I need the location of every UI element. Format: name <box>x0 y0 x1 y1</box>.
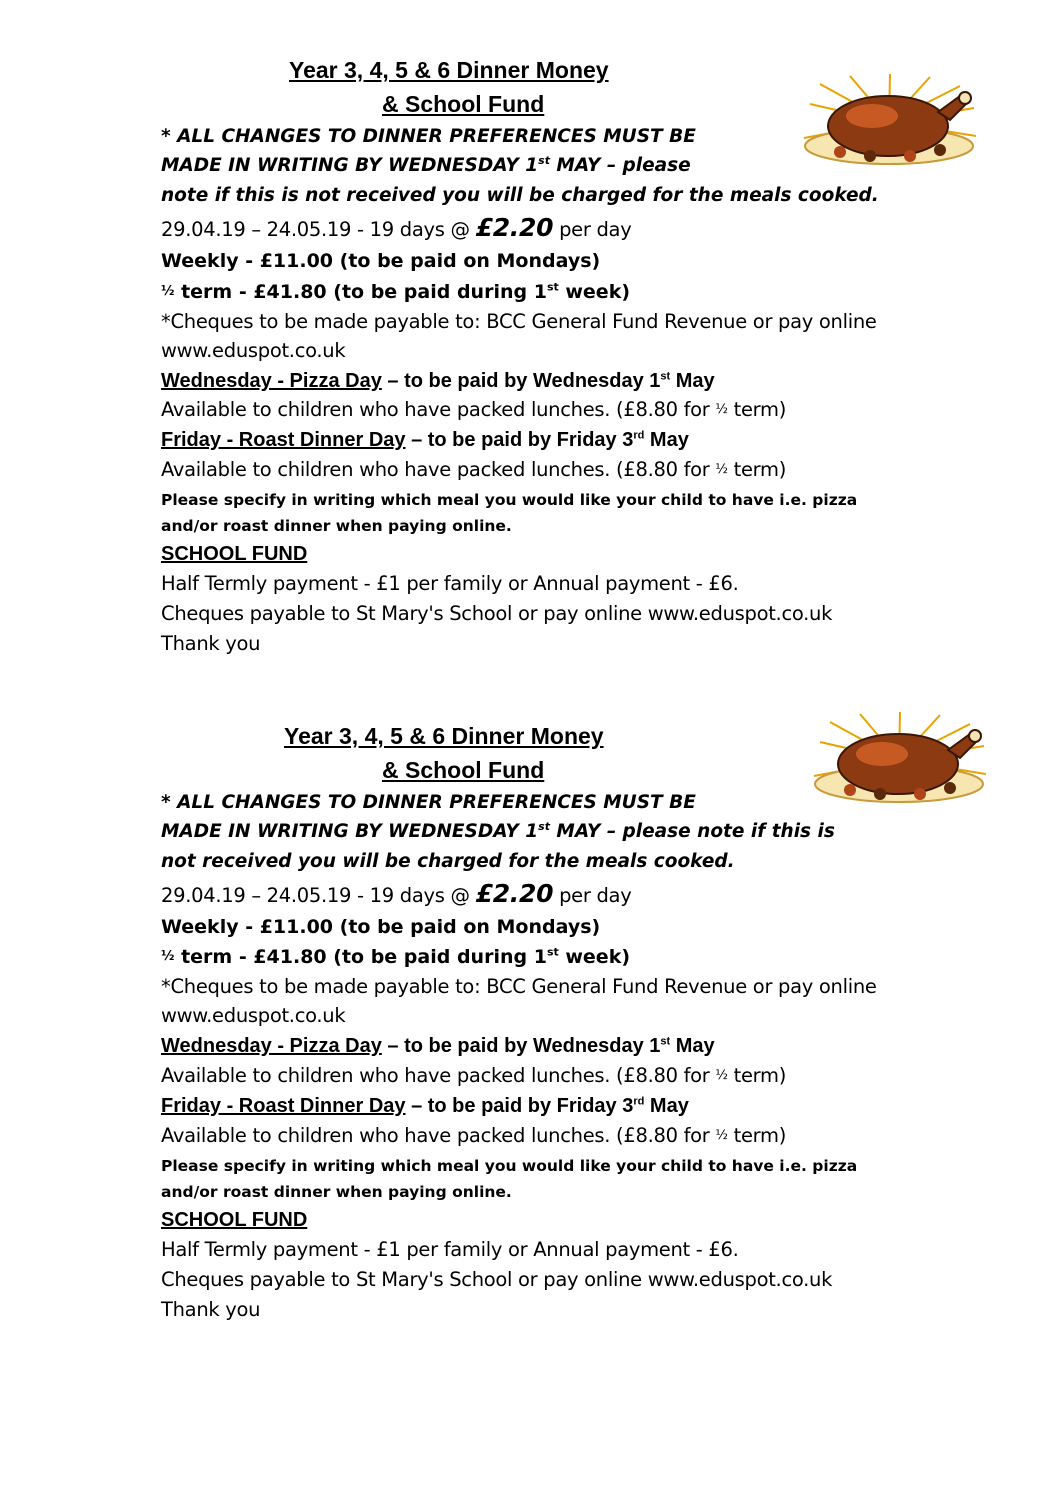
cheques-line-1: *Cheques to be made payable to: BCC General Fund Revenue or pay online <box>161 975 877 998</box>
changes-line-2: MADE IN WRITING BY WEDNESDAY 1st MAY – please note if this is <box>161 819 835 842</box>
daily-price: £2.20 <box>475 213 554 242</box>
notice-subtitle: & School Fund <box>382 91 545 117</box>
roast-chicken-icon <box>800 74 978 170</box>
roast-availability: Available to children who have packed lunches. (£8.80 for ½ term) <box>161 458 787 481</box>
cheques-line-2: www.eduspot.co.uk <box>161 1004 346 1027</box>
notice-title: Year 3, 4, 5 & 6 Dinner Money <box>284 723 604 749</box>
changes-line-3: note if this is not received you will be charged for the meals cooked. <box>161 185 879 206</box>
school-fund-heading: SCHOOL FUND <box>161 1209 308 1231</box>
roast-day: Friday - Roast Dinner Day – to be paid by Friday 3rd May <box>161 1095 689 1117</box>
term-dates: 29.04.19 – 24.05.19 - 19 days @ £2.20 per day <box>161 879 632 908</box>
fund-cheques: Cheques payable to St Mary's School or pay online www.eduspot.co.uk <box>161 1268 833 1291</box>
daily-price: £2.20 <box>475 879 554 908</box>
pizza-availability: Available to children who have packed lunches. (£8.80 for ½ term) <box>161 398 787 421</box>
specify-line-1: Please specify in writing which meal you would like your child to have i.e. pizza <box>161 1157 858 1175</box>
notice-subtitle: & School Fund <box>382 757 545 783</box>
roast-availability: Available to children who have packed lunches. (£8.80 for ½ term) <box>161 1124 787 1147</box>
thank-you: Thank you <box>161 632 261 655</box>
changes-line-1: * ALL CHANGES TO DINNER PREFERENCES MUST BE <box>161 126 696 147</box>
weekly-cost: Weekly - £11.00 (to be paid on Mondays) <box>161 250 601 272</box>
changes-line-3: not received you will be charged for the meals cooked. <box>161 851 735 872</box>
cheques-line-1: *Cheques to be made payable to: BCC General Fund Revenue or pay online <box>161 310 877 333</box>
weekly-cost: Weekly - £11.00 (to be paid on Mondays) <box>161 916 601 938</box>
half-term-cost: ½ term - £41.80 (to be paid during 1st week) <box>161 280 631 303</box>
term-dates: 29.04.19 – 24.05.19 - 19 days @ £2.20 per day <box>161 213 632 242</box>
notice-title: Year 3, 4, 5 & 6 Dinner Money <box>289 57 609 83</box>
roast-day: Friday - Roast Dinner Day – to be paid by Friday 3rd May <box>161 429 689 451</box>
changes-line-1: * ALL CHANGES TO DINNER PREFERENCES MUST BE <box>161 792 696 813</box>
half-term-cost: ½ term - £41.80 (to be paid during 1st week) <box>161 945 631 968</box>
fund-payment: Half Termly payment - £1 per family or Annual payment - £6. <box>161 1238 739 1261</box>
pizza-availability: Available to children who have packed lunches. (£8.80 for ½ term) <box>161 1064 787 1087</box>
cheques-line-2: www.eduspot.co.uk <box>161 339 346 362</box>
pizza-day: Wednesday - Pizza Day – to be paid by Wednesday 1st May <box>161 1035 715 1057</box>
thank-you: Thank you <box>161 1298 261 1321</box>
fund-payment: Half Termly payment - £1 per family or Annual payment - £6. <box>161 572 739 595</box>
fund-cheques: Cheques payable to St Mary's School or pay online www.eduspot.co.uk <box>161 602 833 625</box>
changes-line-2: MADE IN WRITING BY WEDNESDAY 1st MAY – please <box>161 153 691 176</box>
school-fund-heading: SCHOOL FUND <box>161 543 308 565</box>
specify-line-2: and/or roast dinner when paying online. <box>161 517 512 535</box>
pizza-day: Wednesday - Pizza Day – to be paid by Wednesday 1st May <box>161 370 715 392</box>
specify-line-2: and/or roast dinner when paying online. <box>161 1183 512 1201</box>
specify-line-1: Please specify in writing which meal you would like your child to have i.e. pizza <box>161 491 858 509</box>
roast-chicken-icon <box>810 712 988 808</box>
